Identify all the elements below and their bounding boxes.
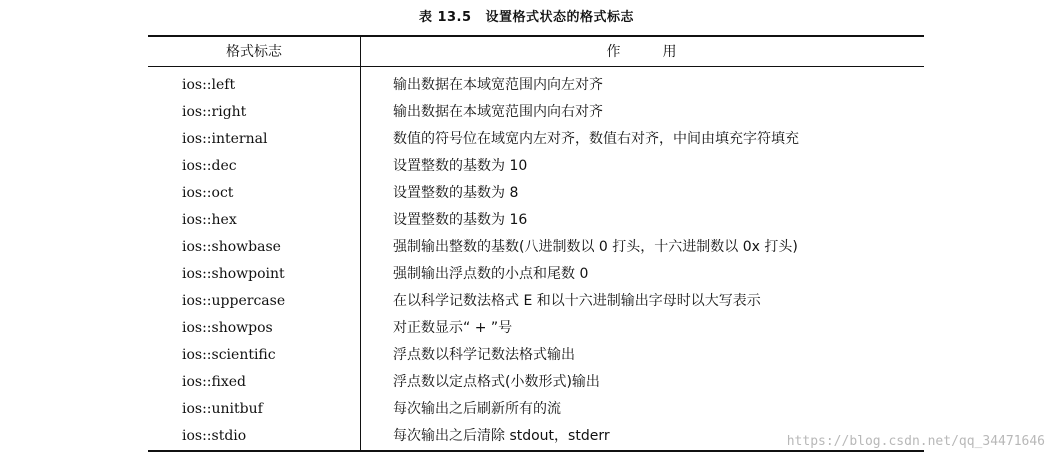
- flag-cell: ios::internal: [182, 131, 268, 147]
- flag-cell: ios::showbase: [182, 239, 281, 255]
- effect-cell: 对正数显示“ + ”号: [393, 320, 513, 336]
- table-row: [148, 396, 924, 423]
- effect-cell: 在以科学记数法格式 E 和以十六进制输出字母时以大写表示: [393, 293, 761, 309]
- header-effect-part2: 用: [662, 44, 679, 60]
- table-number: 表 13.5: [418, 10, 472, 25]
- table-row: [148, 315, 924, 342]
- table-body: [148, 72, 924, 450]
- table-row: [148, 72, 924, 99]
- table-bottom-rule: [148, 450, 924, 452]
- flag-cell: ios::showpoint: [182, 266, 285, 282]
- effect-cell: 数值的符号位在域宽内左对齐，数值右对齐，中间由填充字符填充: [393, 131, 799, 147]
- table-caption: [0, 6, 1053, 25]
- flag-cell: ios::scientific: [182, 347, 276, 363]
- effect-cell: 浮点数以定点格式(小数形式)输出: [393, 374, 600, 390]
- effect-cell: 设置整数的基数为 10: [393, 158, 528, 174]
- effect-cell: 设置整数的基数为 16: [393, 212, 528, 228]
- flag-cell: ios::uppercase: [182, 293, 286, 309]
- flag-cell: ios::left: [182, 77, 236, 93]
- watermark-url: https://blog.csdn.net/qq_34471646: [786, 434, 1045, 449]
- effect-cell: 强制输出浮点数的小点和尾数 0: [393, 266, 589, 282]
- effect-cell: 每次输出之后清除 stdout，stderr: [393, 428, 610, 444]
- table-row: [148, 207, 924, 234]
- flag-cell: ios::oct: [182, 185, 234, 201]
- flag-cell: ios::showpos: [182, 320, 273, 336]
- effect-cell: 浮点数以科学记数法格式输出: [393, 347, 575, 363]
- table-top-rule: [148, 35, 924, 37]
- table-row: [148, 261, 924, 288]
- table-row: [148, 153, 924, 180]
- header-effect-part1: 作: [606, 44, 623, 60]
- effect-cell: 输出数据在本域宽范围内向左对齐: [393, 77, 603, 93]
- table-row: [148, 234, 924, 261]
- table-row: [148, 288, 924, 315]
- flag-cell: ios::stdio: [182, 428, 247, 444]
- table-row: [148, 180, 924, 207]
- header-flag: 格式标志: [226, 44, 282, 60]
- table-row: [148, 369, 924, 396]
- table-row: [148, 126, 924, 153]
- flag-cell: ios::dec: [182, 158, 237, 174]
- flag-cell: ios::unitbuf: [182, 401, 263, 417]
- flag-cell: ios::right: [182, 104, 247, 120]
- flag-cell: ios::hex: [182, 212, 237, 228]
- table-row: [148, 342, 924, 369]
- effect-cell: 强制输出整数的基数(八进制数以 0 打头，十六进制数以 0x 打头): [393, 239, 798, 255]
- table-row: [148, 99, 924, 126]
- effect-cell: 设置整数的基数为 8: [393, 185, 519, 201]
- table-title: 设置格式状态的格式标志: [485, 10, 635, 25]
- table-header-rule: [148, 66, 924, 67]
- header-effect: [361, 40, 924, 64]
- flag-cell: ios::fixed: [182, 374, 247, 390]
- effect-cell: 输出数据在本域宽范围内向右对齐: [393, 104, 603, 120]
- effect-cell: 每次输出之后刷新所有的流: [393, 401, 561, 417]
